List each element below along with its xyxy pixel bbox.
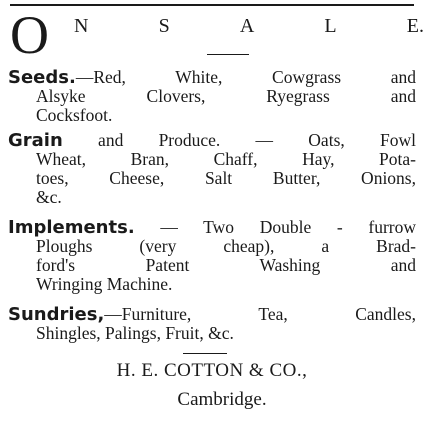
headline-rule xyxy=(207,54,249,55)
entry-line: Shingles, Palings, Fruit, &c. xyxy=(36,324,234,343)
entry-keyword: Seeds. xyxy=(8,68,76,87)
signature-rule xyxy=(183,353,227,354)
headline-letter: N xyxy=(74,15,89,37)
headline-word xyxy=(74,13,424,39)
entry-line xyxy=(8,68,416,87)
headline xyxy=(10,5,424,66)
entry-line xyxy=(8,305,416,324)
entry-implements xyxy=(8,218,416,294)
headline-letter: E. xyxy=(406,15,424,37)
entry-text: — Two Double - furrow xyxy=(134,218,416,237)
entry-line: Alsyke Clovers, Ryegrass and xyxy=(36,87,416,106)
company-place: Cambridge. xyxy=(177,389,267,410)
company-name: H. E. COTTON & CO., xyxy=(116,360,308,381)
entry-keyword: Sundries, xyxy=(8,305,105,324)
entry-keyword: Grain xyxy=(8,131,63,150)
top-rule xyxy=(10,4,414,6)
entry-text: and Produce. — Oats, Fowl xyxy=(62,131,416,150)
entry-line xyxy=(8,218,416,237)
entry-sundries xyxy=(8,305,416,343)
entry-line: Cocksfoot. xyxy=(36,106,113,125)
entry-line: Wringing Machine. xyxy=(36,275,173,294)
entry-keyword: Implements. xyxy=(8,218,135,237)
headline-letter: A xyxy=(239,15,255,37)
entry-line: toes, Cheese, Salt Butter, Onions, xyxy=(36,169,416,188)
entry-text: —Furniture, Tea, Candles, xyxy=(104,305,416,324)
headline-letter: S xyxy=(158,15,170,37)
entry-line xyxy=(8,131,416,150)
entry-line: Wheat, Bran, Chaff, Hay, Pota- xyxy=(36,150,416,169)
entry-line: Ploughs (very cheap), a Brad- xyxy=(36,237,416,256)
entry-seeds xyxy=(8,68,416,125)
entry-text: —Red, White, Cowgrass and xyxy=(75,68,416,87)
entry-line: &c. xyxy=(36,188,62,207)
entry-line: ford's Patent Washing and xyxy=(36,256,416,275)
headline-initial: O xyxy=(10,5,49,65)
entry-grain xyxy=(8,131,416,207)
headline-letter: L xyxy=(324,15,337,37)
